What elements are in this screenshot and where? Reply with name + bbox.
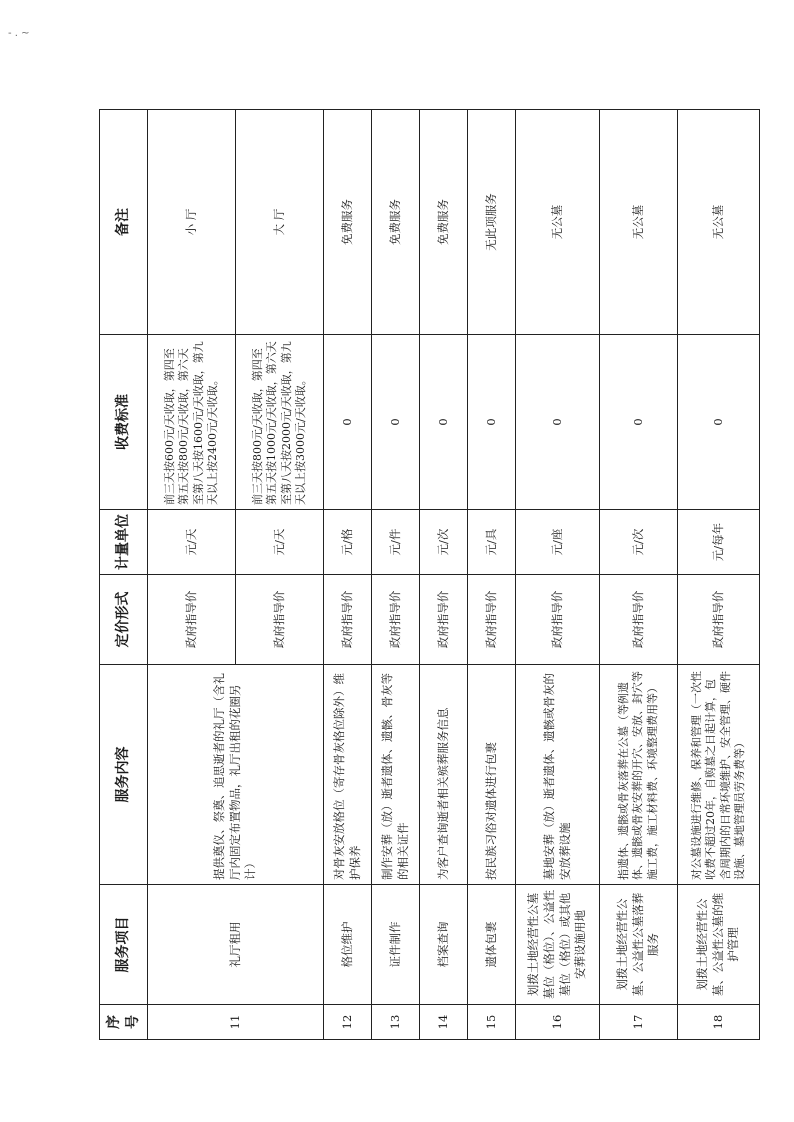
cell-pricing: 政府指导价 [148,575,236,665]
cell-remark: 免费服务 [420,110,468,335]
cell-remark: 小 厅 [148,110,236,335]
cell-no: 12 [324,1005,372,1040]
header-remark: 备注 [100,110,148,335]
cell-unit: 元/具 [468,510,516,575]
cell-content: 对公墓设施进行维修、保养和管理（一次性收费不超过20年，自购墓之日起计算，包含周期内的日常环境维护、安全管理、硬件设施、墓地管理员劳务费等） [678,665,760,885]
table-row [324,110,372,1040]
cell-pricing: 政府指导价 [678,575,760,665]
cell-no: 11 [148,1005,324,1040]
header-content: 服务内容 [100,665,148,885]
cell-unit: 元/格 [324,510,372,575]
cell-no: 16 [516,1005,600,1040]
cell-unit: 元/次 [420,510,468,575]
cell-content: 制作安葬（放）逝者遗体、遗骸、骨灰等的相关证件 [372,665,420,885]
cell-item: 礼厅租用 [148,885,324,1005]
cell-unit: 元/天 [148,510,236,575]
scan-mark: - . ~ [8,28,30,39]
table-row [420,110,468,1040]
cell-fee: 0 [516,335,600,510]
cell-fee: 前三天按800元/天收取，第四至第五天按1000元/天收取，第六天至第八天按2000元/天收取，第九天以上按3000元/天收取。 [236,335,324,510]
cell-item: 档案查询 [420,885,468,1005]
cell-remark: 免费服务 [324,110,372,335]
cell-fee: 前三天按600元/天收取，第四至第五天按800元/天收取，第六天至第八天按1600元/天收取，第九天以上按2400元/天收取。 [148,335,236,510]
cell-no: 15 [468,1005,516,1040]
table-row [516,110,600,1040]
cell-pricing: 政府指导价 [600,575,678,665]
cell-unit: 元/座 [516,510,600,575]
cell-item: 划拨土地经营性公墓、公益性公墓落葬服务 [600,885,678,1005]
cell-no: 17 [600,1005,678,1040]
table-row [468,110,516,1040]
cell-unit: 元/件 [372,510,420,575]
header-pricing: 定价形式 [100,575,148,665]
cell-unit: 元/每年 [678,510,760,575]
cell-pricing: 政府指导价 [324,575,372,665]
table-row [600,110,678,1040]
cell-fee: 0 [600,335,678,510]
cell-remark: 无此项服务 [468,110,516,335]
cell-pricing: 政府指导价 [372,575,420,665]
table-row [148,110,236,1040]
cell-content: 对骨灰安放格位（寄存骨灰格位除外）维护保养 [324,665,372,885]
cell-unit: 元/天 [236,510,324,575]
cell-pricing: 政府指导价 [516,575,600,665]
cell-item: 划拨土地经营性公墓墓位（格位）、公益性墓位（格位）或其他安葬设施用地 [516,885,600,1005]
cell-remark: 免费服务 [372,110,420,335]
cell-remark: 无公墓 [600,110,678,335]
cell-item: 遗体包裹 [468,885,516,1005]
cell-fee: 0 [468,335,516,510]
cell-content: 指遗体、遗骸或骨灰落葬在公墓（等例遗体、遗骸或骨灰安葬的开穴、安放、封穴等施工费，施工材料费、环境整理费用等） [600,665,678,885]
header-row [100,110,148,1040]
cell-fee: 0 [678,335,760,510]
cell-fee: 0 [420,335,468,510]
cell-unit: 元/次 [600,510,678,575]
cell-item: 证件制作 [372,885,420,1005]
cell-remark: 无公墓 [516,110,600,335]
cell-content: 墓地安葬（放）逝者遗体、遗骸或骨灰的安放葬设施 [516,665,600,885]
cell-content: 按民族习俗对遗体进行包裹 [468,665,516,885]
cell-no: 18 [678,1005,760,1040]
cell-item: 划拨土地经营性公墓、公益性公墓的维护管理 [678,885,760,1005]
header-item: 服务项目 [100,885,148,1005]
fee-table-rotated [99,110,759,1040]
header-unit: 计量单位 [100,510,148,575]
fee-table [99,109,760,1040]
cell-pricing: 政府指导价 [420,575,468,665]
cell-no: 13 [372,1005,420,1040]
cell-remark: 大 厅 [236,110,324,335]
cell-fee: 0 [372,335,420,510]
cell-item: 格位维护 [324,885,372,1005]
cell-no: 14 [420,1005,468,1040]
cell-content: 为客户查询逝者相关殡葬服务信息 [420,665,468,885]
table-row [372,110,420,1040]
header-no: 序号 [100,1005,148,1040]
cell-content: 提供奠仪、祭奠、追思逝者的礼厅（含礼厅内固定布置物品，礼厅出租的花圈另计） [148,665,324,885]
cell-pricing: 政府指导价 [236,575,324,665]
header-fee: 收费标准 [100,335,148,510]
table-row [678,110,760,1040]
cell-fee: 0 [324,335,372,510]
cell-pricing: 政府指导价 [468,575,516,665]
cell-remark: 无公墓 [678,110,760,335]
